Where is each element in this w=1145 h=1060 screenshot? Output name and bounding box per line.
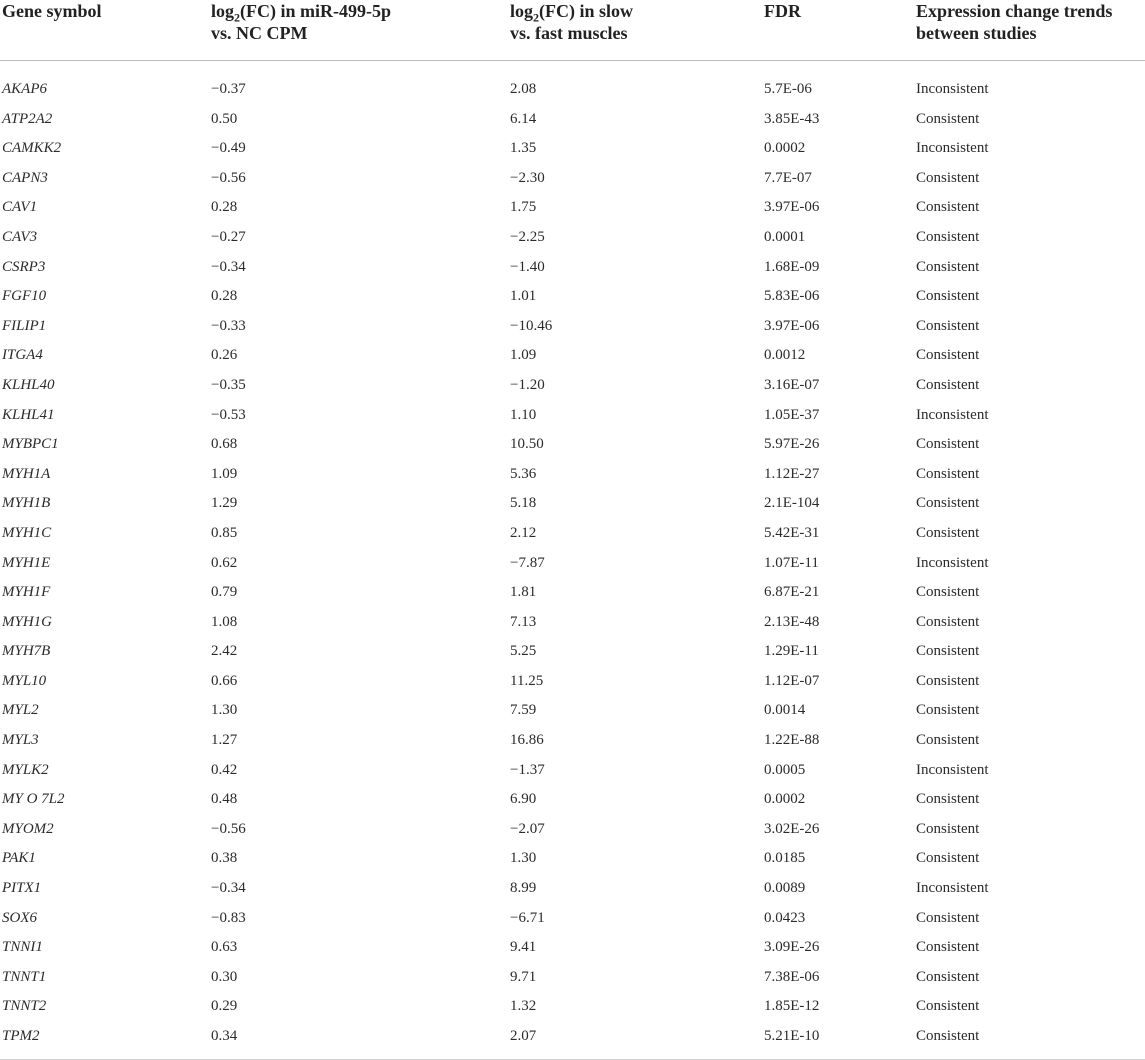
cell-mir-log2fc: 1.27 <box>211 732 238 749</box>
cell-gene-symbol: CAPN3 <box>2 169 48 186</box>
table-row <box>0 814 1145 844</box>
cell-slow-fast-log2fc: −10.46 <box>510 317 553 334</box>
cell-fdr: 0.0002 <box>764 140 806 157</box>
cell-slow-fast-log2fc: −1.20 <box>510 376 545 393</box>
cell-slow-fast-log2fc: −2.07 <box>510 820 545 837</box>
table-row <box>0 488 1145 518</box>
cell-trend: Consistent <box>916 228 980 245</box>
cell-mir-log2fc: −0.34 <box>211 880 246 897</box>
cell-slow-fast-log2fc: −2.25 <box>510 228 545 245</box>
cell-trend: Consistent <box>916 791 980 808</box>
cell-fdr: 3.85E-43 <box>764 110 820 127</box>
cell-trend: Inconsistent <box>916 406 989 423</box>
header-log-sub: 2 <box>234 10 241 25</box>
cell-trend: Consistent <box>916 613 980 630</box>
header-trend <box>916 0 1112 44</box>
cell-slow-fast-log2fc: 1.30 <box>510 850 537 867</box>
cell-trend: Consistent <box>916 524 980 541</box>
table-row <box>0 429 1145 459</box>
cell-gene-symbol: CAV3 <box>2 228 38 245</box>
table-row <box>0 932 1145 962</box>
cell-gene-symbol: FGF10 <box>2 288 47 305</box>
table-body <box>0 61 1145 1051</box>
header-trend-line1: Expression change trends <box>916 1 1113 21</box>
table-row <box>0 784 1145 814</box>
cell-slow-fast-log2fc: −1.40 <box>510 258 545 275</box>
header-log-sub-2: 2 <box>533 10 540 25</box>
cell-trend: Consistent <box>916 702 980 719</box>
header-slow-fast-log2fc <box>510 0 633 44</box>
cell-mir-log2fc: 0.66 <box>211 672 238 689</box>
cell-trend: Consistent <box>916 998 980 1015</box>
cell-trend: Consistent <box>916 258 980 275</box>
cell-mir-log2fc: 0.48 <box>211 791 238 808</box>
cell-gene-symbol: TNNT2 <box>2 998 47 1015</box>
cell-mir-log2fc: −0.83 <box>211 909 246 926</box>
cell-mir-log2fc: 2.42 <box>211 643 238 660</box>
cell-trend: Inconsistent <box>916 761 989 778</box>
cell-mir-log2fc: 0.63 <box>211 939 238 956</box>
header-col1-suffix: (FC) in miR-499-5p <box>240 1 392 21</box>
cell-fdr: 3.02E-26 <box>764 820 820 837</box>
cell-fdr: 3.09E-26 <box>764 939 820 956</box>
cell-slow-fast-log2fc: 11.25 <box>510 672 544 689</box>
table-row <box>0 281 1145 311</box>
cell-trend: Consistent <box>916 288 980 305</box>
table-row <box>0 577 1145 607</box>
cell-gene-symbol: MYOM2 <box>2 820 54 837</box>
cell-gene-symbol: MY O 7L2 <box>2 791 65 808</box>
table-row <box>0 459 1145 489</box>
cell-slow-fast-log2fc: 8.99 <box>510 880 537 897</box>
cell-gene-symbol: MYBPC1 <box>2 436 59 453</box>
cell-fdr: 1.29E-11 <box>764 643 819 660</box>
cell-mir-log2fc: 0.50 <box>211 110 238 127</box>
table-row <box>0 695 1145 725</box>
header-log-prefix-2: log <box>510 1 534 21</box>
cell-gene-symbol: MYH1G <box>2 613 53 630</box>
cell-gene-symbol: CSRP3 <box>2 258 46 275</box>
cell-trend: Consistent <box>916 820 980 837</box>
cell-mir-log2fc: −0.33 <box>211 317 246 334</box>
cell-slow-fast-log2fc: 9.71 <box>510 968 537 985</box>
cell-gene-symbol: AKAP6 <box>2 81 47 97</box>
cell-slow-fast-log2fc: 1.35 <box>510 140 537 157</box>
cell-fdr: 1.12E-07 <box>764 672 820 689</box>
cell-mir-log2fc: 0.38 <box>211 850 238 867</box>
table-row <box>0 311 1145 341</box>
cell-slow-fast-log2fc: −2.30 <box>510 169 545 186</box>
table-row <box>0 843 1145 873</box>
table-row <box>0 133 1145 163</box>
cell-mir-log2fc: 1.08 <box>211 613 238 630</box>
cell-gene-symbol: MYH7B <box>2 643 51 660</box>
cell-gene-symbol: MYH1F <box>2 584 51 601</box>
table-row <box>0 222 1145 252</box>
cell-gene-symbol: TNNI1 <box>2 939 43 956</box>
cell-trend: Consistent <box>916 495 980 512</box>
cell-trend: Consistent <box>916 169 980 186</box>
table-row <box>0 340 1145 370</box>
cell-mir-log2fc: 0.79 <box>211 584 238 601</box>
cell-trend: Consistent <box>916 732 980 749</box>
cell-fdr: 1.05E-37 <box>764 406 820 423</box>
cell-mir-log2fc: 0.29 <box>211 998 238 1015</box>
cell-fdr: 7.38E-06 <box>764 968 820 985</box>
table-row <box>0 607 1145 637</box>
cell-fdr: 0.0089 <box>764 880 806 897</box>
cell-gene-symbol: MYH1B <box>2 495 51 512</box>
cell-gene-symbol: SOX6 <box>2 909 37 926</box>
cell-slow-fast-log2fc: 5.36 <box>510 465 537 482</box>
table-row <box>0 755 1145 785</box>
cell-trend: Consistent <box>916 643 980 660</box>
cell-fdr: 1.22E-88 <box>764 732 820 749</box>
cell-mir-log2fc: −0.35 <box>211 376 246 393</box>
header-mir-log2fc <box>211 0 391 44</box>
cell-mir-log2fc: 1.29 <box>211 495 238 512</box>
table-row <box>0 725 1145 755</box>
cell-gene-symbol: CAV1 <box>2 199 38 216</box>
table-row <box>0 400 1145 430</box>
cell-mir-log2fc: 1.30 <box>211 702 238 719</box>
cell-gene-symbol: CAMKK2 <box>2 140 62 157</box>
cell-fdr: 0.0014 <box>764 702 806 719</box>
cell-mir-log2fc: 0.62 <box>211 554 238 571</box>
cell-mir-log2fc: −0.27 <box>211 228 246 245</box>
cell-slow-fast-log2fc: 7.13 <box>510 613 537 630</box>
cell-fdr: 7.7E-07 <box>764 169 812 186</box>
cell-trend: Consistent <box>916 968 980 985</box>
cell-slow-fast-log2fc: 1.32 <box>510 998 537 1015</box>
cell-trend: Consistent <box>916 199 980 216</box>
cell-trend: Consistent <box>916 1028 980 1044</box>
cell-fdr: 0.0002 <box>764 791 806 808</box>
cell-fdr: 5.21E-10 <box>764 1028 820 1044</box>
cell-trend: Inconsistent <box>916 554 989 571</box>
cell-fdr: 2.1E-104 <box>764 495 820 512</box>
table-row <box>0 370 1145 400</box>
cell-trend: Consistent <box>916 672 980 689</box>
cell-trend: Consistent <box>916 850 980 867</box>
cell-trend: Inconsistent <box>916 140 989 157</box>
cell-fdr: 5.7E-06 <box>764 81 812 97</box>
cell-gene-symbol: KLHL41 <box>2 406 55 423</box>
cell-trend: Consistent <box>916 584 980 601</box>
header-col1-line2: vs. NC CPM <box>211 23 308 43</box>
cell-mir-log2fc: 0.42 <box>211 761 238 778</box>
cell-slow-fast-log2fc: 1.01 <box>510 288 537 305</box>
table-header <box>0 0 1145 61</box>
cell-slow-fast-log2fc: 6.14 <box>510 110 537 127</box>
header-col2-line2: vs. fast muscles <box>510 23 628 43</box>
cell-mir-log2fc: 0.30 <box>211 968 238 985</box>
cell-slow-fast-log2fc: −6.71 <box>510 909 545 926</box>
cell-trend: Consistent <box>916 436 980 453</box>
cell-mir-log2fc: 0.28 <box>211 199 238 216</box>
cell-mir-log2fc: 1.09 <box>211 465 238 482</box>
cell-slow-fast-log2fc: 5.25 <box>510 643 537 660</box>
cell-fdr: 1.68E-09 <box>764 258 820 275</box>
cell-slow-fast-log2fc: 9.41 <box>510 939 537 956</box>
cell-fdr: 5.97E-26 <box>764 436 820 453</box>
cell-fdr: 5.83E-06 <box>764 288 820 305</box>
cell-trend: Consistent <box>916 347 980 364</box>
cell-trend: Inconsistent <box>916 880 989 897</box>
cell-gene-symbol: MYL3 <box>2 732 39 749</box>
cell-mir-log2fc: 0.28 <box>211 288 238 305</box>
cell-slow-fast-log2fc: 2.07 <box>510 1028 537 1044</box>
table-row <box>0 873 1145 903</box>
table-row <box>0 548 1145 578</box>
cell-gene-symbol: ITGA4 <box>2 347 43 364</box>
cell-gene-symbol: MYL10 <box>2 672 47 689</box>
cell-fdr: 2.13E-48 <box>764 613 820 630</box>
table-row <box>0 192 1145 222</box>
table-row <box>0 518 1145 548</box>
cell-fdr: 1.07E-11 <box>764 554 819 571</box>
cell-gene-symbol: ATP2A2 <box>2 110 53 127</box>
cell-fdr: 0.0423 <box>764 909 806 926</box>
cell-gene-symbol: PITX1 <box>2 880 42 897</box>
cell-mir-log2fc: −0.49 <box>211 140 246 157</box>
cell-mir-log2fc: −0.56 <box>211 169 246 186</box>
table-row <box>0 991 1145 1021</box>
cell-mir-log2fc: 0.34 <box>211 1028 238 1044</box>
table-row <box>0 636 1145 666</box>
cell-mir-log2fc: −0.56 <box>211 820 246 837</box>
table-row <box>0 666 1145 696</box>
cell-slow-fast-log2fc: 1.81 <box>510 584 537 601</box>
cell-fdr: 3.16E-07 <box>764 376 820 393</box>
cell-trend: Consistent <box>916 939 980 956</box>
cell-fdr: 1.12E-27 <box>764 465 820 482</box>
cell-fdr: 1.85E-12 <box>764 998 820 1015</box>
cell-trend: Consistent <box>916 110 980 127</box>
header-trend-line2: between studies <box>916 23 1037 43</box>
cell-trend: Inconsistent <box>916 81 989 97</box>
cell-gene-symbol: MYH1C <box>2 524 52 541</box>
table-row <box>0 962 1145 992</box>
cell-slow-fast-log2fc: −1.37 <box>510 761 545 778</box>
cell-mir-log2fc: −0.34 <box>211 258 246 275</box>
cell-fdr: 3.97E-06 <box>764 317 820 334</box>
cell-slow-fast-log2fc: 16.86 <box>510 732 544 749</box>
cell-slow-fast-log2fc: 1.75 <box>510 199 537 216</box>
table-row <box>0 163 1145 193</box>
table-row <box>0 903 1145 933</box>
table-row <box>0 74 1145 104</box>
table-row <box>0 1021 1145 1051</box>
cell-trend: Consistent <box>916 909 980 926</box>
cell-mir-log2fc: 0.26 <box>211 347 238 364</box>
table-row <box>0 252 1145 282</box>
cell-slow-fast-log2fc: 5.18 <box>510 495 537 512</box>
header-col2-suffix: (FC) in slow <box>539 1 634 21</box>
cell-fdr: 0.0185 <box>764 850 806 867</box>
cell-slow-fast-log2fc: 1.09 <box>510 347 537 364</box>
cell-gene-symbol: FILIP1 <box>2 317 47 334</box>
cell-gene-symbol: MYH1E <box>2 554 51 571</box>
cell-slow-fast-log2fc: 7.59 <box>510 702 537 719</box>
cell-mir-log2fc: 0.68 <box>211 436 238 453</box>
cell-slow-fast-log2fc: 2.12 <box>510 524 537 541</box>
cell-mir-log2fc: −0.53 <box>211 406 246 423</box>
cell-gene-symbol: MYL2 <box>2 702 39 719</box>
cell-slow-fast-log2fc: 1.10 <box>510 406 537 423</box>
cell-fdr: 0.0005 <box>764 761 806 778</box>
cell-gene-symbol: MYLK2 <box>2 761 49 778</box>
header-gene-symbol: Gene symbol <box>2 1 102 21</box>
cell-gene-symbol: TPM2 <box>2 1028 40 1044</box>
header-fdr: FDR <box>764 1 801 21</box>
cell-fdr: 5.42E-31 <box>764 524 820 541</box>
cell-slow-fast-log2fc: 10.50 <box>510 436 544 453</box>
cell-fdr: 3.97E-06 <box>764 199 820 216</box>
cell-fdr: 6.87E-21 <box>764 584 820 601</box>
cell-gene-symbol: TNNT1 <box>2 968 47 985</box>
cell-trend: Consistent <box>916 376 980 393</box>
header-log-prefix: log <box>211 1 235 21</box>
cell-fdr: 0.0012 <box>764 347 806 364</box>
cell-gene-symbol: KLHL40 <box>2 376 55 393</box>
cell-slow-fast-log2fc: 2.08 <box>510 81 537 97</box>
cell-mir-log2fc: 0.85 <box>211 524 238 541</box>
cell-slow-fast-log2fc: −7.87 <box>510 554 545 571</box>
cell-trend: Consistent <box>916 317 980 334</box>
cell-gene-symbol: MYH1A <box>2 465 51 482</box>
cell-mir-log2fc: −0.37 <box>211 81 246 97</box>
cell-trend: Consistent <box>916 465 980 482</box>
cell-fdr: 0.0001 <box>764 228 806 245</box>
table-row <box>0 104 1145 134</box>
cell-gene-symbol: PAK1 <box>2 850 36 867</box>
cell-slow-fast-log2fc: 6.90 <box>510 791 537 808</box>
